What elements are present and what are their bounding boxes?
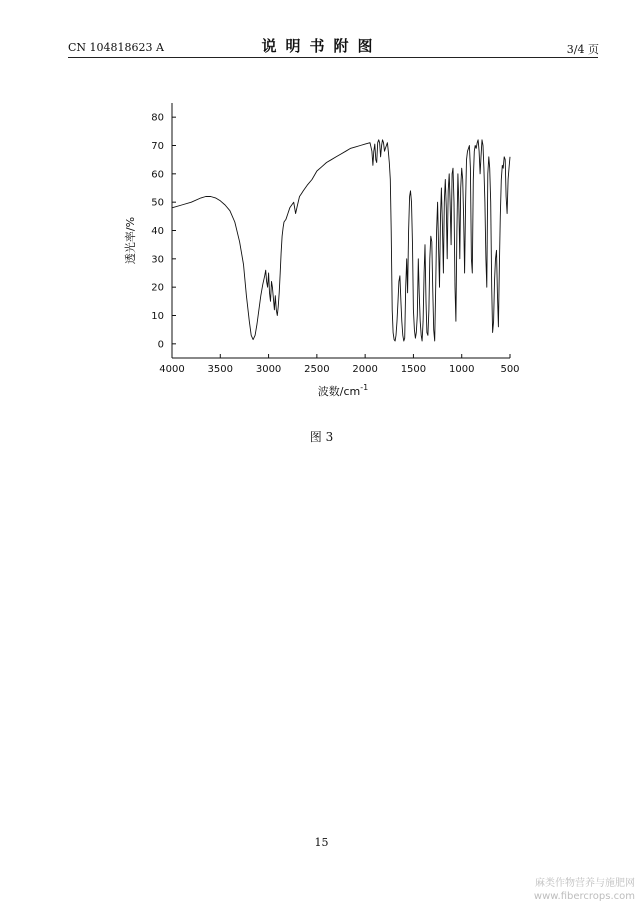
x-tick-label: 3500 [207,364,234,375]
x-axis-label-text: 波数/cm [317,385,361,398]
watermark-line1: 麻类作物营养与施肥网 [535,878,635,889]
x-tick-label: 2000 [352,364,378,375]
page-number: 15 [314,836,329,849]
spectrum-line [172,140,510,341]
y-tick-label: 40 [151,226,164,237]
y-tick-label: 70 [151,141,164,152]
section-title: 说明书附图 [261,37,382,55]
y-tick-label: 50 [151,197,164,209]
watermark [534,877,635,903]
y-tick-label: 30 [151,254,164,266]
x-axis-label [318,383,368,398]
x-tick-label: 4000 [159,364,185,375]
x-tick-label: 1000 [448,364,475,375]
x-tick-label: 1500 [400,364,427,375]
page-indicator: 3/4 页 [566,43,599,56]
ir-spectrum-chart [0,0,643,410]
y-tick-label: 0 [157,339,164,351]
x-axis-label-superscript: -1 [360,383,369,392]
watermark-line2: www.fibercrops.com [533,891,635,902]
figure-caption: 图 3 [309,430,334,444]
y-tick-label: 20 [151,282,164,294]
y-tick-label: 10 [151,311,164,322]
x-tick-label: 3000 [255,364,282,375]
y-tick-label: 60 [151,169,164,181]
y-axis-label: 透光率/% [124,216,137,265]
x-tick-label: 500 [500,364,520,375]
x-tick-label: 2500 [304,364,330,375]
patent-number: CN 104818623 A [68,41,164,54]
y-tick-label: 80 [151,112,164,124]
